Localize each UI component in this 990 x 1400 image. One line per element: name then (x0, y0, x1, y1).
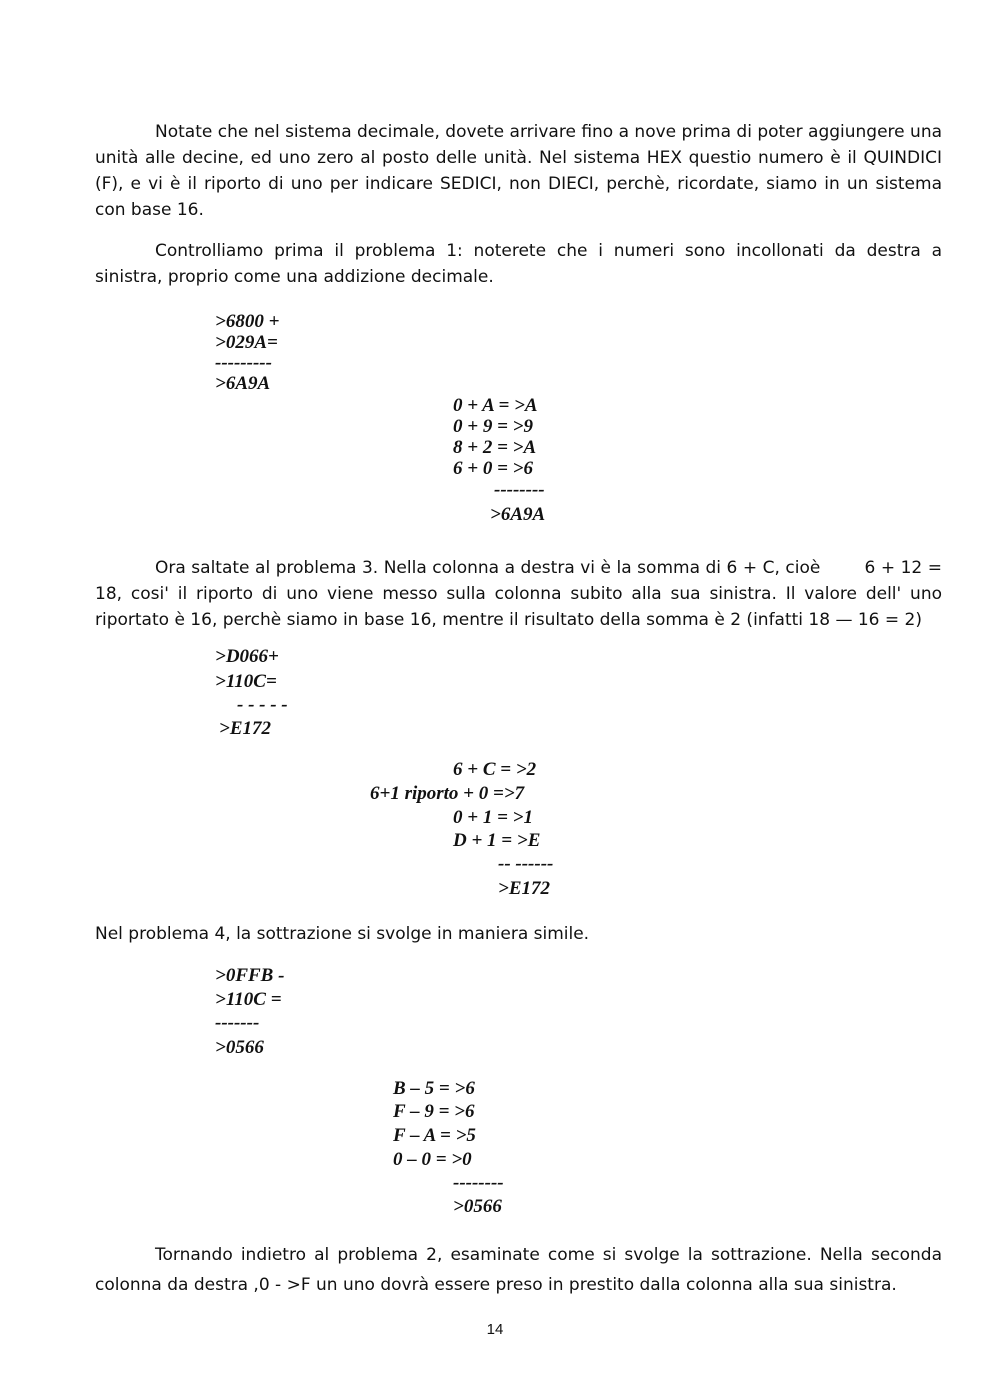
paragraph-hex-carry (95, 119, 942, 223)
operand-2: >110C= (215, 671, 277, 692)
paragraph-problem-3-intro (95, 555, 948, 633)
paragraph-problem-2-intro (95, 1240, 942, 1300)
paragraph-problem-4-intro (95, 921, 942, 947)
column-step: 6 + 0 = >6 (453, 458, 533, 479)
steps-divider: -------- (494, 479, 545, 500)
steps-result: >E172 (498, 878, 550, 899)
sum-result: >6A9A (215, 373, 271, 394)
page-number: 14 (486, 1321, 504, 1338)
column-step: 0 + 9 = >9 (453, 416, 533, 437)
steps-result: >6A9A (490, 504, 546, 525)
sum-result: >E172 (219, 718, 271, 739)
operand-2: >110C = (215, 989, 282, 1010)
column-step: 6+1 riporto + 0 =>7 (370, 783, 525, 804)
sum-divider: - - - - - (237, 694, 288, 715)
steps-divider: -------- (453, 1172, 504, 1193)
paragraph-text: Ora saltate al problema 3. Nella colonna a destra vi è la somma di 6 + C, cioè 6 + 12 = 18, cosi' il riporto di uno viene messo sulla colonna subito alla sua sinistra. Il valore dell' uno riportato è 16, perchè siamo in base 16, mentre il risultato della somma è 2 (infatti 18 — 16 = 2) (95, 558, 948, 630)
sum-divider: --------- (215, 352, 272, 373)
column-step: 8 + 2 = >A (453, 437, 537, 458)
paragraph-text: Controlliamo prima il problema 1: noterete che i numeri sono incollonati da destra a sinistra, proprio come una addizione decimale. (95, 241, 942, 287)
steps-result: >0566 (453, 1196, 502, 1217)
operand-1: >0FFB - (215, 965, 285, 986)
operand-1: >D066+ (215, 646, 279, 667)
column-step: D + 1 = >E (453, 830, 541, 851)
sum-result: >0566 (215, 1037, 264, 1058)
column-step: F – 9 = >6 (393, 1101, 475, 1122)
column-step: F – A = >5 (393, 1125, 476, 1146)
column-step: 0 – 0 = >0 (393, 1149, 472, 1170)
sum-divider: ------- (215, 1012, 260, 1033)
column-step: 0 + A = >A (453, 395, 538, 416)
column-step: B – 5 = >6 (393, 1078, 475, 1099)
paragraph-text: Nel problema 4, la sottrazione si svolge in maniera simile. (95, 924, 590, 944)
paragraph-text: Notate che nel sistema decimale, dovete arrivare fino a nove prima di poter aggiungere una unità alle decine, ed uno zero al posto delle unità. Nel sistema HEX questio numero è il QUINDICI (F), e vi è il riporto di uno per indicare SEDICI, non DIECI, perchè, ricordate, siamo in un sistema con base 16. (95, 122, 943, 220)
steps-divider: -- ------ (498, 853, 554, 874)
paragraph-text: Tornando indietro al problema 2, esaminate come si svolge la sottrazione. Nella seconda colonna da destra ,0 - >F un uno dovrà essere preso in prestito dalla colonna alla sua sinistra. (95, 1245, 942, 1295)
paragraph-problem-1-intro (95, 238, 942, 290)
column-step: 0 + 1 = >1 (453, 807, 533, 828)
column-step: 6 + C = >2 (453, 759, 537, 780)
operand-2: >029A= (215, 332, 278, 353)
operand-1: >6800 + (215, 311, 280, 332)
